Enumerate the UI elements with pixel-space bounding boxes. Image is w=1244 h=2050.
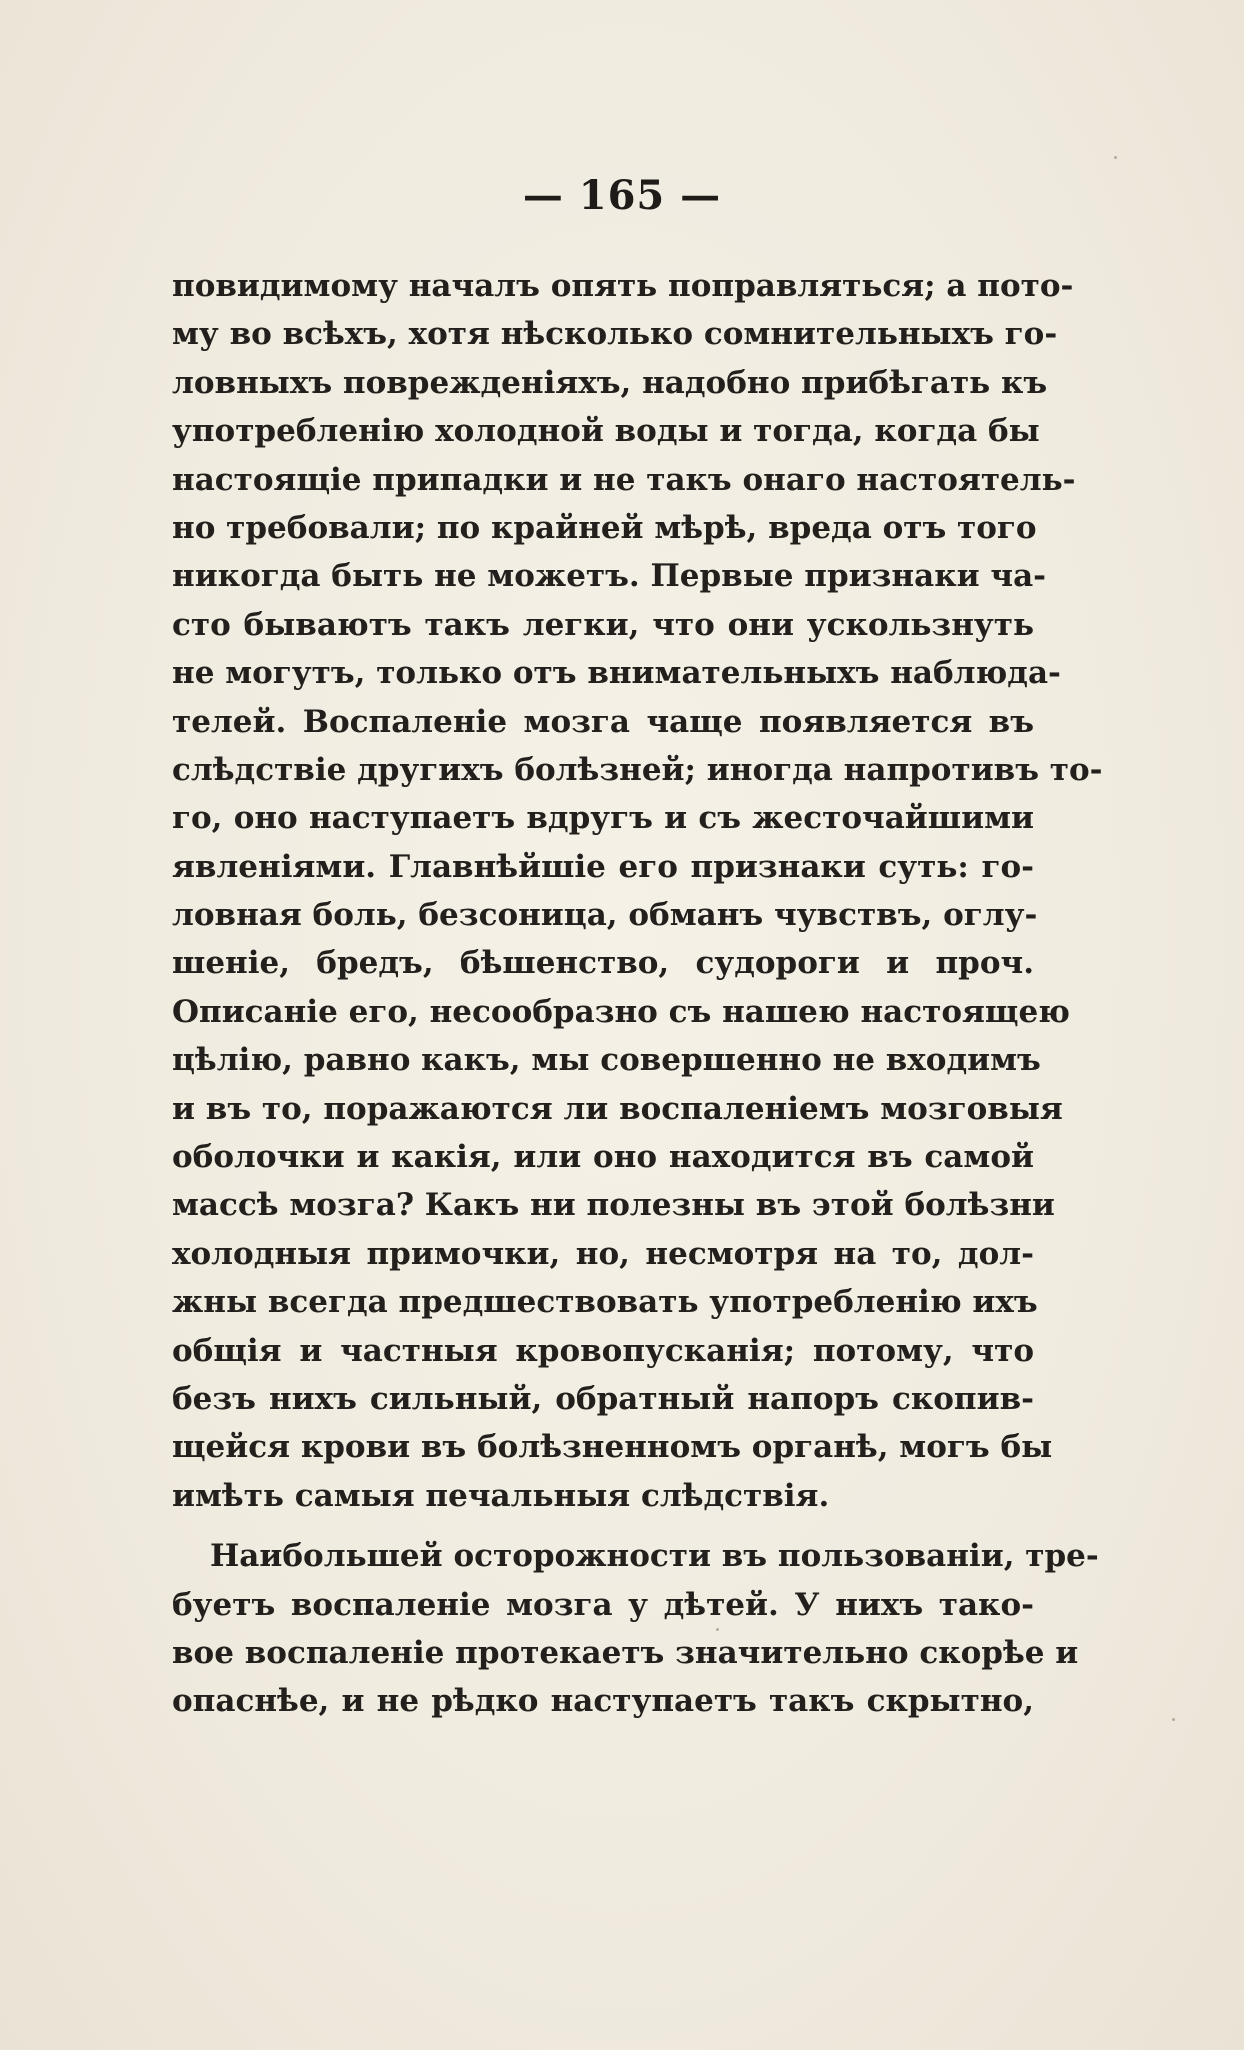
text-line: ловная боль, безсоница, обманъ чувствъ, оглу-: [172, 897, 1038, 934]
text-line: щейся крови въ болѣзненномъ органѣ, могъ бы: [172, 1429, 1053, 1466]
page-number: — 165 —: [522, 172, 722, 219]
text-line: слѣдствіе другихъ болѣзней; иногда напротивъ то-: [172, 751, 1103, 788]
text-line: оболочки и какія, или оно находится въ самой: [172, 1139, 1034, 1176]
text-line: му во всѣхъ, хотя нѣсколько сомнительныхъ го-: [172, 316, 1058, 353]
paper-speck: [1114, 156, 1117, 159]
text-line: опаснѣе, и не рѣдко наступаетъ такъ скрытно,: [172, 1683, 1034, 1720]
text-line: употребленію холодной воды и тогда, когда бы: [172, 413, 1040, 450]
text-line: вое воспаленіе протекаетъ значительно скорѣе и: [172, 1634, 1079, 1671]
text-line: и въ то, поражаются ли воспаленіемъ мозговыя: [172, 1090, 1063, 1127]
text-line: цѣлію, равно какъ, мы совершенно не входимъ: [172, 1042, 1041, 1079]
body-text: [172, 262, 1103, 1726]
paragraph: [172, 1532, 1099, 1726]
text-line: безъ нихъ сильный, обратный напоръ скопив-: [172, 1380, 1034, 1417]
paper-speck: [1172, 1718, 1175, 1721]
text-line: общія и частныя кровопусканія; потому, что: [172, 1332, 1034, 1369]
text-line: никогда быть не можетъ. Первые признаки ча-: [172, 558, 1047, 595]
text-line: жны всегда предшествовать употребленію ихъ: [172, 1284, 1038, 1321]
paragraph-gap: [172, 1520, 1034, 1532]
text-line: повидимому началъ опять поправляться; а пото-: [172, 268, 1074, 304]
text-line: имѣть самыя печальныя слѣдствія.: [172, 1477, 830, 1514]
text-line: сто бываютъ такъ легки, что они ускользнуть: [172, 606, 1034, 643]
text-line: не могутъ, только отъ внимательныхъ наблюда-: [172, 655, 1061, 692]
text-line: шеніе, бредъ, бѣшенство, судороги и проч.: [172, 945, 1034, 982]
text-line: Описаніе его, несообразно съ нашею настоящею: [172, 993, 1070, 1030]
text-line: но требовали; по крайней мѣрѣ, вреда отъ того: [172, 509, 1037, 546]
text-line: телей. Воспаленіе мозга чаще появляется въ: [172, 703, 1034, 740]
text-line: холодныя примочки, но, несмотря на то, дол-: [172, 1235, 1034, 1272]
text-line: го, оно наступаетъ вдругъ и съ жесточайшими: [172, 800, 1034, 837]
text-line: явленіями. Главнѣйшіе его признаки суть: го-: [172, 848, 1034, 885]
paragraph: [172, 262, 1103, 1520]
text-line: массѣ мозга? Какъ ни полезны въ этой болѣзни: [172, 1187, 1055, 1224]
text-line: настоящіе припадки и не такъ онаго настоятель-: [172, 461, 1076, 498]
text-line: Наибольшей осторожности въ пользованіи, тре-: [210, 1538, 1099, 1575]
text-line: ловныхъ поврежденіяхъ, надобно прибѣгать къ: [172, 364, 1048, 401]
text-line: буетъ воспаленіе мозга у дѣтей. У нихъ тако-: [172, 1586, 1034, 1623]
